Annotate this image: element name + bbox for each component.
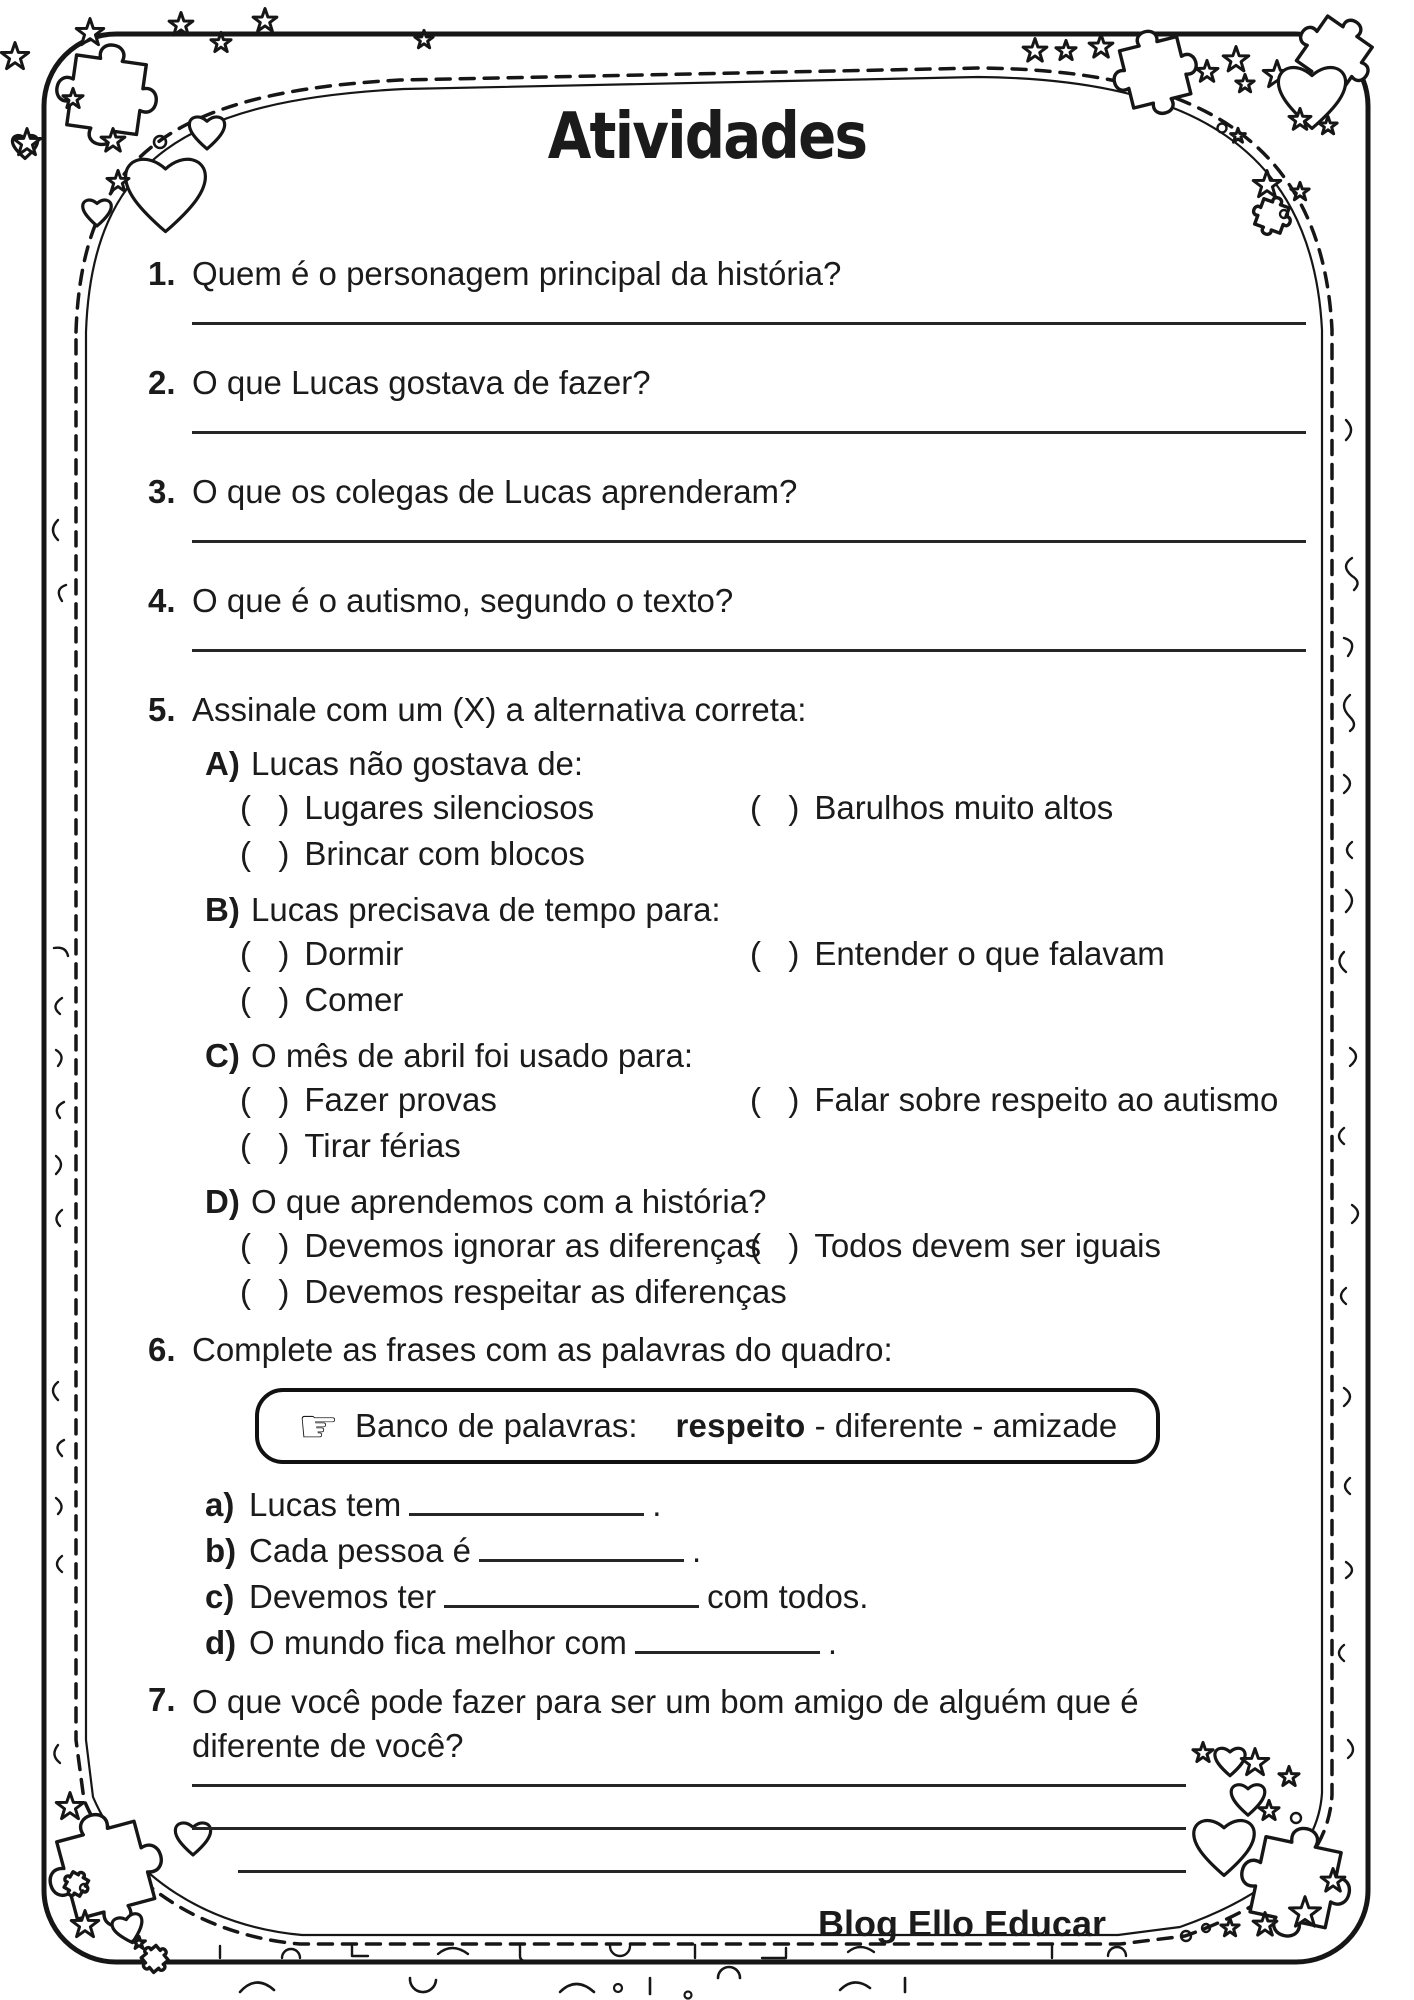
option-label: Lugares silenciosos <box>304 789 595 826</box>
option-label: Tirar férias <box>304 1127 461 1164</box>
question-number: 6. <box>148 1331 176 1368</box>
question-text: Complete as frases com as palavras do quadro: <box>192 1331 893 1368</box>
question-number: 3. <box>148 473 176 510</box>
question-number: 1. <box>148 255 176 292</box>
blank-line[interactable] <box>409 1486 644 1516</box>
checkbox-parens[interactable]: ( ) <box>240 789 293 826</box>
word-bank-box <box>255 1388 1160 1464</box>
question-number: 5. <box>148 691 176 728</box>
option-label: Dormir <box>304 935 404 972</box>
question-number: 4. <box>148 582 176 619</box>
item-letter: b) <box>205 1532 237 1569</box>
checkbox-parens[interactable]: ( ) <box>750 935 803 972</box>
item-text: Devemos ter <box>249 1578 437 1615</box>
border-squiggles-left <box>53 520 68 1763</box>
question-4 <box>148 581 1306 621</box>
question-number: 7. <box>148 1681 176 1718</box>
star-icon <box>1023 39 1047 62</box>
pointing-hand-icon: ☞ <box>297 1399 339 1453</box>
option-row <box>240 1224 1306 1268</box>
option-label: Barulhos muito altos <box>814 789 1114 826</box>
star-icon <box>1223 47 1249 71</box>
item-text: . <box>652 1486 662 1523</box>
fill-item-b <box>205 1528 1306 1574</box>
option-label: Devemos ignorar as diferenças <box>304 1227 762 1264</box>
option-label: Falar sobre respeito ao autismo <box>814 1081 1279 1118</box>
star-icon <box>56 1793 83 1819</box>
fill-item-a <box>205 1482 1306 1528</box>
checkbox-parens[interactable]: ( ) <box>240 1227 293 1264</box>
star-icon <box>1196 60 1218 81</box>
option-row <box>240 832 1306 876</box>
checkbox-parens[interactable]: ( ) <box>240 1081 293 1118</box>
option-label: Entender o que falavam <box>814 935 1165 972</box>
option-label: Comer <box>304 981 404 1018</box>
word-bank-words: respeito - diferente - amizade <box>675 1407 1118 1444</box>
checkbox-parens[interactable]: ( ) <box>750 1227 803 1264</box>
item-letter: a) <box>205 1486 235 1523</box>
border-squiggles-right <box>1339 420 1358 1758</box>
question-text: O que você pode fazer para ser um bom amigo de alguém que é diferente de você? <box>192 1683 1139 1764</box>
worksheet-content <box>148 100 1306 1945</box>
option-label: Fazer provas <box>304 1081 497 1118</box>
option-label: Devemos respeitar as diferenças <box>304 1273 787 1310</box>
question-2 <box>148 363 1306 403</box>
border-squiggles-bottom <box>220 1945 1126 1961</box>
option-row <box>240 932 1306 976</box>
question-text: Assinale com um (X) a alternativa correta: <box>192 691 807 728</box>
group-letter: B) <box>205 891 240 928</box>
mc-group-b <box>148 890 1306 1022</box>
question-3 <box>148 472 1306 512</box>
answer-line[interactable] <box>238 1870 1186 1873</box>
option-row <box>240 1124 1306 1168</box>
star-icon <box>1 43 28 69</box>
checkbox-parens[interactable]: ( ) <box>240 1127 293 1164</box>
checkbox-parens[interactable]: ( ) <box>240 935 293 972</box>
fill-in-blanks <box>148 1482 1306 1666</box>
checkbox-parens[interactable]: ( ) <box>240 981 293 1018</box>
item-letter: c) <box>205 1578 235 1615</box>
group-letter: D) <box>205 1183 240 1220</box>
blank-line[interactable] <box>635 1624 820 1654</box>
group-letter: C) <box>205 1037 240 1074</box>
mc-group-a <box>148 744 1306 876</box>
footer-credit: Blog Ello Educar <box>817 1903 1106 1944</box>
group-letter: A) <box>205 745 240 782</box>
fill-item-d <box>205 1620 1306 1666</box>
item-text: . <box>692 1532 702 1569</box>
group-prompt: O que aprendemos com a história? <box>251 1183 767 1220</box>
word-bank-label: Banco de palavras: <box>354 1407 638 1444</box>
item-text: . <box>827 1624 837 1661</box>
bottom-edge-puzzle-line <box>240 1967 905 1999</box>
option-row <box>240 978 1306 1022</box>
question-text: O que os colegas de Lucas aprenderam? <box>192 473 798 510</box>
blank-line[interactable] <box>444 1578 699 1608</box>
checkbox-parens[interactable]: ( ) <box>240 835 293 872</box>
star-icon <box>1089 35 1113 58</box>
checkbox-parens[interactable]: ( ) <box>750 789 803 826</box>
checkbox-parens[interactable]: ( ) <box>240 1273 293 1310</box>
question-1 <box>148 254 1306 294</box>
item-text: com todos. <box>707 1578 869 1615</box>
group-prompt: Lucas não gostava de: <box>251 745 584 782</box>
option-row <box>240 1270 1306 1314</box>
question-text: O que Lucas gostava de fazer? <box>192 364 651 401</box>
item-text: O mundo fica melhor com <box>249 1624 627 1661</box>
group-prompt: Lucas precisava de tempo para: <box>251 891 721 928</box>
answer-line[interactable] <box>192 322 1306 325</box>
option-row <box>240 1078 1306 1122</box>
answer-line[interactable] <box>192 540 1306 543</box>
answer-line[interactable] <box>192 431 1306 434</box>
question-5 <box>148 690 1306 730</box>
option-label: Brincar com blocos <box>304 835 585 872</box>
mc-group-d <box>148 1182 1306 1314</box>
item-text: Cada pessoa é <box>249 1532 471 1569</box>
star-icon <box>1236 74 1254 91</box>
question-text: O que é o autismo, segundo o texto? <box>192 582 734 619</box>
option-row <box>240 786 1306 830</box>
star-icon <box>1056 40 1076 59</box>
question-7 <box>148 1680 1306 1768</box>
page-title: Atividades <box>547 100 867 174</box>
item-letter: d) <box>205 1624 237 1661</box>
fill-item-c <box>205 1574 1306 1620</box>
question-number: 2. <box>148 364 176 401</box>
answer-line[interactable] <box>192 649 1306 652</box>
item-text: Lucas tem <box>249 1486 402 1523</box>
multiple-choice-block <box>148 744 1306 1314</box>
option-label: Todos devem ser iguais <box>814 1227 1162 1264</box>
star-icon <box>253 9 277 32</box>
group-prompt: O mês de abril foi usado para: <box>251 1037 694 1074</box>
answer-line[interactable] <box>192 1827 1186 1830</box>
mc-group-c <box>148 1036 1306 1168</box>
question-text: Quem é o personagem principal da história? <box>192 255 842 292</box>
blank-line[interactable] <box>479 1532 684 1562</box>
checkbox-parens[interactable]: ( ) <box>750 1081 803 1118</box>
answer-line[interactable] <box>192 1784 1186 1787</box>
question-6 <box>148 1330 1306 1370</box>
